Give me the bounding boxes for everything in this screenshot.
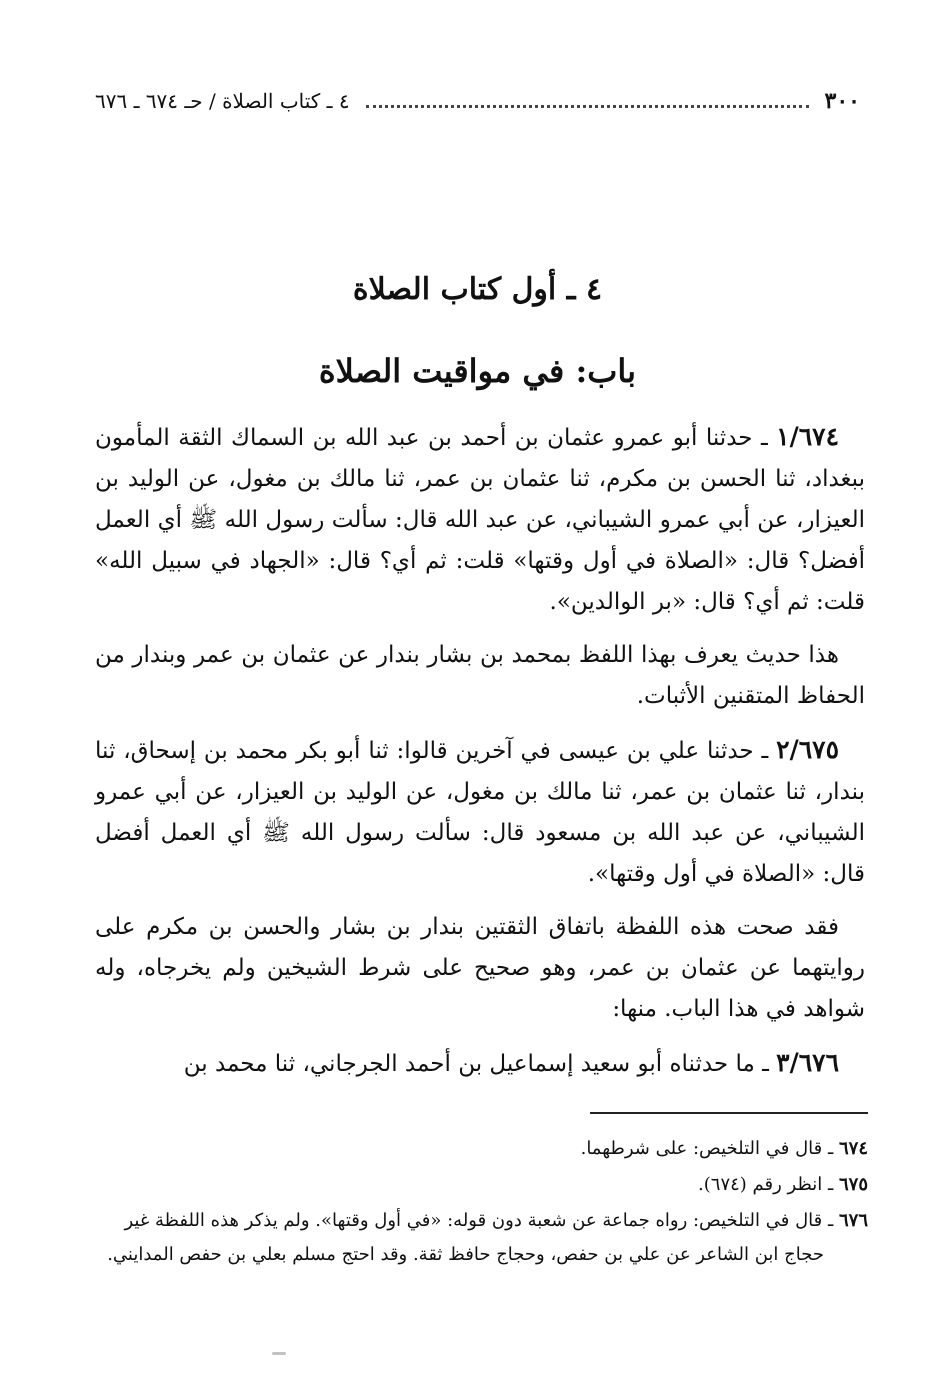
hadith-number: ١/٦٧٤ bbox=[776, 422, 840, 451]
hadith-number: ٢/٦٧٥ bbox=[776, 735, 840, 764]
footnote-text: ـ انظر رقم (٦٧٤). bbox=[698, 1174, 834, 1195]
commentary-text: هذا حديث يعرف بهذا اللفظ بمحمد بن بشار بندار عن عثمان بن عمر وبندار من الحفاظ المتقنين الأثبات. bbox=[95, 642, 865, 709]
chapter-title: ٤ ـ أول كتاب الصلاة bbox=[352, 272, 603, 307]
page-number: ٣٠٠ bbox=[824, 88, 860, 114]
scan-speck bbox=[272, 1352, 286, 1355]
footnote-number: ٦٧٥ bbox=[838, 1174, 868, 1195]
section-title: باب: في مواقيت الصلاة bbox=[318, 352, 637, 390]
commentary-paragraph bbox=[95, 635, 865, 717]
footnotes bbox=[100, 1132, 868, 1274]
main-text bbox=[95, 416, 865, 1097]
hadith-text: ـ حدثنا علي بن عيسى في آخرين قالوا: ثنا أبو بكر محمد بن إسحاق، ثنا بندار، ثنا عثمان بن عمر، ثنا مالك بن مغول، عن الوليد بن العيزار، عن أبي عمرو الشيباني، عن عبد الله بن مسعود قال: سألت رسول الله ﷺ أي العمل أفضل قال: «الصلاة في أول وقتها». bbox=[95, 738, 865, 887]
footnote-text: ـ قال في التلخيص: رواه جماعة عن شعبة دون قوله: «في أول وقتها». ولم يذكر هذه اللفظة غير bbox=[124, 1210, 834, 1231]
footnote-number: ٦٧٤ bbox=[838, 1138, 868, 1159]
hadith-text: ـ ما حدثناه أبو سعيد إسماعيل بن أحمد الجرجاني، ثنا محمد بن bbox=[183, 1051, 769, 1077]
dotted-leader bbox=[366, 103, 809, 108]
hadith-paragraph bbox=[95, 1042, 865, 1085]
commentary-paragraph bbox=[95, 907, 865, 1030]
footnote bbox=[100, 1132, 868, 1166]
footnote bbox=[100, 1204, 868, 1272]
footnote-number: ٦٧٦ bbox=[838, 1210, 868, 1231]
hadith-paragraph bbox=[95, 416, 865, 623]
running-title: ٤ ـ كتاب الصلاة / حـ ٦٧٤ ـ ٦٧٦ bbox=[95, 89, 350, 113]
footnote-separator bbox=[590, 1112, 868, 1114]
footnote bbox=[100, 1168, 868, 1202]
hadith-paragraph bbox=[95, 729, 865, 895]
footnote-continuation: حجاج ابن الشاعر عن علي بن حفص، وحجاج حافظ ثقة. وقد احتج مسلم بعلي بن حفص المدايني. bbox=[107, 1244, 824, 1265]
hadith-text: ـ حدثنا أبو عمرو عثمان بن أحمد بن عبد الله بن السماك الثقة المأمون ببغداد، ثنا الحسن بن مكرم، ثنا عثمان بن عمر، ثنا مالك بن مغول، عن الوليد بن العيزار، عن أبي عمرو الشيباني، عن عبد الله قال: سألت رسول الله ﷺ أي العمل أفضل؟ قال: «الصلاة في أول وقتها» قلت: ثم أي؟ قال: «الجهاد في سبيل الله» قلت: ثم أي؟ قال: «بر الوالدين». bbox=[95, 425, 865, 615]
footnote-text: ـ قال في التلخيص: على شرطهما. bbox=[580, 1138, 834, 1159]
commentary-text: فقد صحت هذه اللفظة باتفاق الثقتين بندار بن بشار والحسن بن مكرم على روايتهما عن عثمان بن عمر، وهو صحيح على شرط الشيخين ولم يخرجاه، وله شواهد في هذا الباب. منها: bbox=[95, 914, 865, 1022]
hadith-number: ٣/٦٧٦ bbox=[776, 1048, 839, 1077]
running-header bbox=[95, 84, 860, 118]
